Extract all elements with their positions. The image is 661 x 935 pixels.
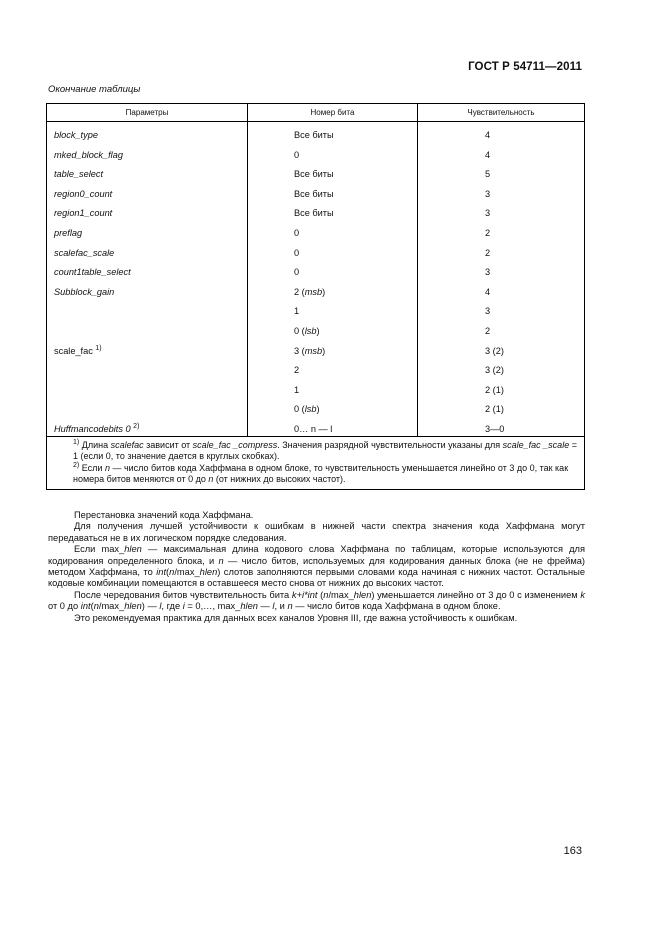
- column-divider: [417, 122, 418, 436]
- table-cell-bit-number: Все биты: [294, 208, 334, 219]
- table-cell-parameter: block_type: [54, 130, 98, 140]
- table-cell-parameter: scale_fac $^{1)}$: [54, 344, 102, 356]
- table-cell-parameter: preflag: [54, 228, 83, 238]
- table-header: [47, 104, 584, 122]
- table-cell-sensitivity: 2 (1): [485, 384, 504, 395]
- table-cell-bit-number: 0 (lsb): [294, 404, 320, 415]
- column-header-sensitivity: Чувствительность: [467, 108, 535, 117]
- page-number: 163: [563, 845, 582, 857]
- table-cell-bit-number: 1: [294, 306, 300, 317]
- column-divider: [247, 122, 248, 436]
- standard-header: ГОСТ Р 54711—2011: [468, 61, 582, 73]
- table-cell-bit-number: 0: [294, 247, 300, 258]
- footnote-1: $^{1)}$ Длина scalefac зависит от scale_fac _compress. Значения разрядной чувствительности указаны для scale_fac _scale = 1 (если 0, то значение дается в круглых скобках).: [73, 439, 577, 461]
- table-cell-bit-number: 0: [294, 267, 300, 278]
- column-header-parameters: Параметры: [47, 104, 248, 121]
- table-cell-sensitivity: 3: [485, 208, 491, 219]
- table-cell-bit-number: 0… n — l: [294, 424, 333, 434]
- table-body: [47, 122, 584, 437]
- table-cell-bit-number: 3 (msb): [294, 345, 326, 356]
- paragraph: Если max_hlen — максимальная длина кодового слова Хаффмана по таблицам, которые используются для кодирования определенного блока, и n — число битов, используемых для кодирования данных блока (не не фрейма) методом Хаффмана, то int(n/max_hlen) слотов заполняются первыми словами кода начиная с нижних частот. Остальные кодовые комбинации помещаются в оставшееся место снова от нижних до высоких частот.: [48, 544, 586, 589]
- table-notes: [47, 437, 584, 489]
- table-cell-bit-number: Все биты: [294, 188, 334, 199]
- table-cell-sensitivity: 4: [485, 149, 491, 160]
- table-cell-sensitivity: 3: [485, 306, 491, 317]
- table-cell-bit-number: 2 (msb): [294, 286, 326, 297]
- column-header-bit-number: Номер бита: [248, 104, 418, 121]
- table-cell-parameter: region1_count: [54, 208, 113, 219]
- table-cell-parameter: Subblock_gain: [54, 286, 115, 297]
- table-cell-bit-number: Все биты: [294, 169, 334, 180]
- table-cell-parameter: mked_block_flag: [54, 149, 123, 160]
- table-cell-bit-number: 2: [294, 365, 300, 376]
- table-cell-sensitivity: 3: [485, 188, 491, 199]
- paragraph: Это рекомендуемая практика для данных всех каналов Уровня III, где важна устойчивость к ошибкам.: [74, 612, 518, 623]
- table-cell-bit-number: 0: [294, 149, 300, 160]
- table-cell-sensitivity: 2: [485, 326, 491, 336]
- table-cell-sensitivity: 5: [485, 169, 491, 180]
- table-cell-sensitivity: 2: [485, 247, 491, 258]
- table-caption: Окончание таблицы: [48, 84, 141, 95]
- table-cell-sensitivity: 2 (1): [485, 404, 504, 415]
- table-cell-sensitivity: 4: [485, 286, 491, 297]
- table-cell-parameter: scalefac_scale: [54, 247, 115, 258]
- table-cell-bit-number: 0: [294, 228, 300, 238]
- table-cell-parameter: table_select: [54, 169, 104, 180]
- paragraph: Для получения лучшей устойчивости к ошибкам в нижней части спектра значения кода Хаффмана могут передаваться не в их логическом порядке следования.: [48, 521, 585, 543]
- table-cell-parameter: Huffmancodebits 0 $^{2)}$: [54, 423, 140, 434]
- paragraph: После чередования битов чувствительность бита k+i*int (n/max_hlen) уменьшается линейно от 3 до 0 с изменением k от 0 до int(n/max_hlen) — l, где i = 0,…, max_hlen — l, и n — число битов кода Хаффмана в одном блоке.: [48, 589, 586, 612]
- table-cell-bit-number: 0 (lsb): [294, 326, 320, 336]
- footnote-2: $^{2)}$ Если n — число битов кода Хаффмана в одном блоке, то чувствительность уменьшается линейно от 3 до 0, так как номера битов меняются от 0 до n (от нижних до высоких частот).: [73, 462, 569, 484]
- table-cell-sensitivity: 2: [485, 228, 491, 238]
- table-cell-sensitivity: 3: [485, 267, 491, 278]
- table-cell-sensitivity: 3—0: [485, 424, 505, 434]
- table-cell-sensitivity: 3 (2): [485, 365, 504, 376]
- table-cell-parameter: count1table_select: [54, 267, 131, 278]
- parameters-table: [46, 103, 585, 490]
- paragraph: Перестановка значений кода Хаффмана.: [74, 510, 254, 520]
- table-cell-bit-number: Все биты: [294, 130, 334, 140]
- body-text: [48, 510, 585, 624]
- table-cell-bit-number: 1: [294, 384, 300, 395]
- table-cell-sensitivity: 4: [485, 130, 491, 140]
- table-cell-parameter: region0_count: [54, 188, 113, 199]
- table-cell-sensitivity: 3 (2): [485, 345, 504, 356]
